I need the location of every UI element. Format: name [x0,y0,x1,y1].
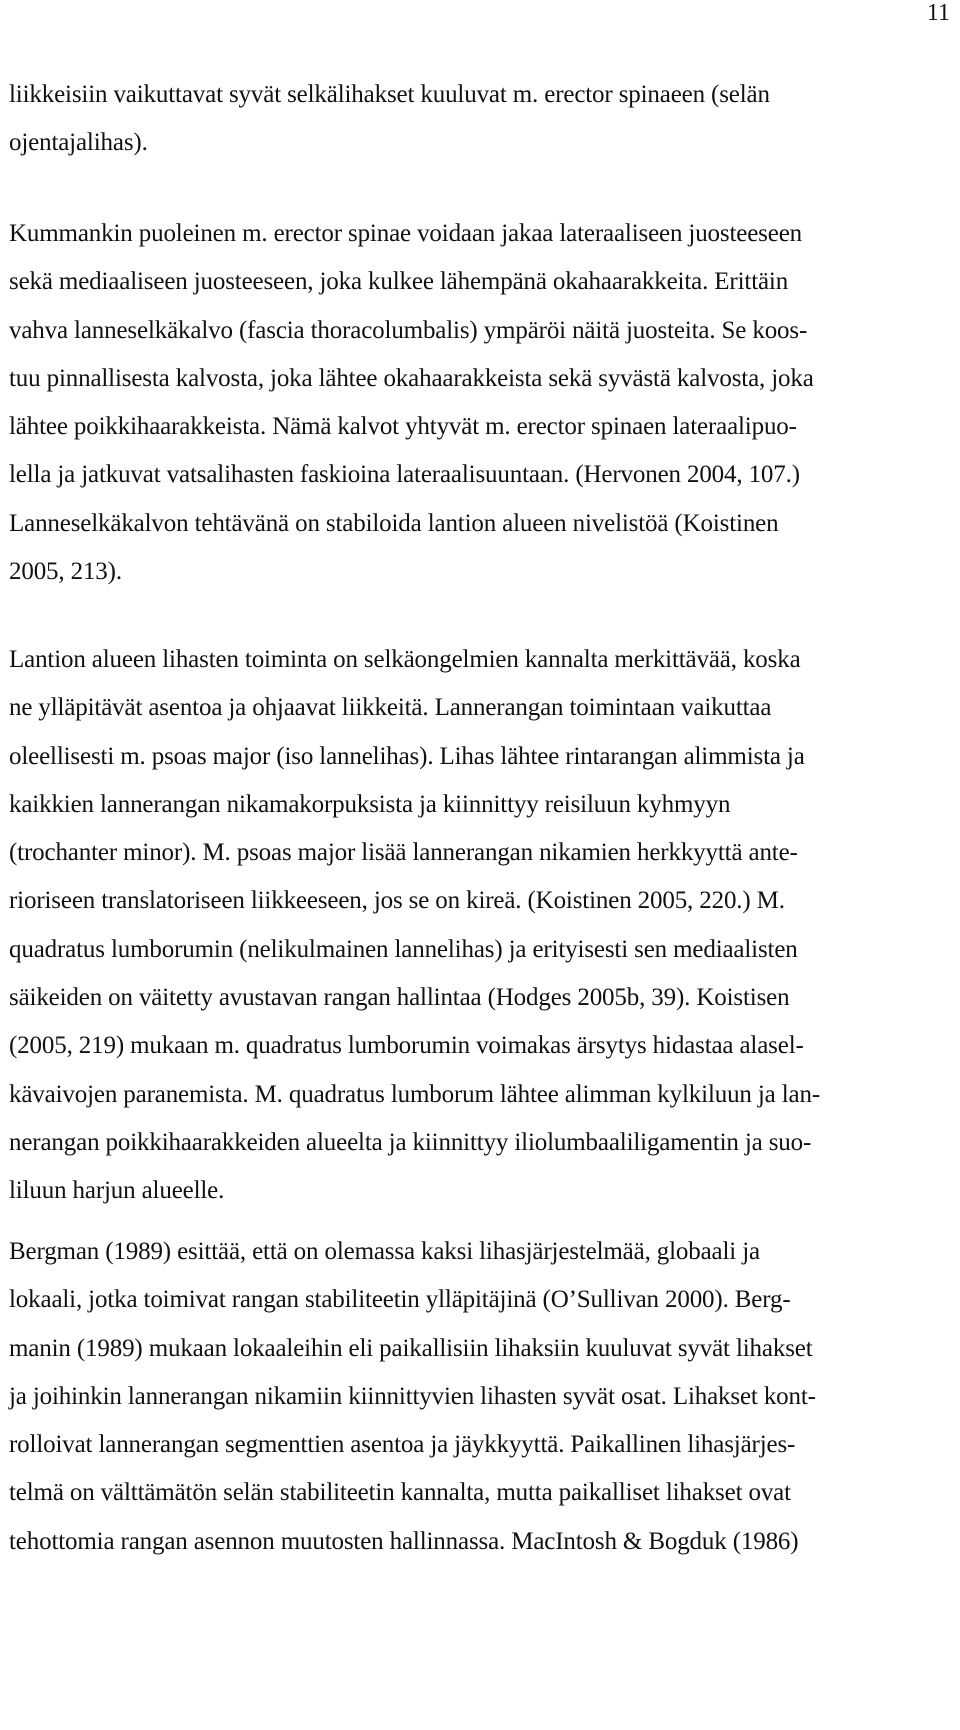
text-line: vahva lanneselkäkalvo (fascia thoracolumbalis) ympäröi näitä juosteita. Se koos- [9,316,808,344]
text-line: sekä mediaaliseen juosteeseen, joka kulkee lähempänä okahaarakkeita. Erittäin [9,268,789,296]
paragraph-pelvic-muscles [9,636,954,1216]
text-line: kävaivojen paranemista. M. quadratus lumborum lähtee alimman kylkiluun ja lan- [9,1080,820,1108]
text-line: Kummankin puoleinen m. erector spinae voidaan jakaa lateraaliseen juosteeseen [9,220,802,247]
text-line: rolloivat lannerangan segmenttien asentoa ja jäykkyyttä. Paikallinen lihasjärjes- [9,1431,796,1459]
paragraph-fascia-thoracolumbalis [9,210,954,596]
text-line: lokaali, jotka toimivat rangan stabiliteetin ylläpitäjinä (O’Sullivan 2000). Berg- [9,1286,791,1314]
text-line: ne ylläpitävät asentoa ja ohjaavat liikkeitä. Lannerangan toimintaan vaikuttaa [9,694,772,722]
text-line: telmä on välttämätön selän stabiliteetin kannalta, mutta paikalliset lihakset ovat [9,1479,791,1507]
text-line: säikeiden on väitetty avustavan rangan hallintaa (Hodges 2005b, 39). Koistisen [9,984,790,1012]
text-line: (trochanter minor). M. psoas major lisää lannerangan nikamien herkkyyttä ante- [9,839,798,867]
text-line: Bergman (1989) esittää, että on olemassa kaksi lihasjärjestelmää, globaali ja [9,1238,760,1265]
paragraph-erector-spinae-intro [9,71,954,168]
text-line: Lanneselkäkalvon tehtävänä on stabiloida lantion alueen nivelistöä (Koistinen [9,509,779,537]
text-line: ojentajalihas). [9,129,148,157]
text-line: manin (1989) mukaan lokaaleihin eli paikallisiin lihaksiin kuuluvat syvät lihakset [9,1334,813,1362]
page-number: 11 [926,0,950,26]
text-line: oleellisesti m. psoas major (iso lannelihas). Lihas lähtee rintarangan alimmista ja [9,742,805,770]
text-line: liikkeisiin vaikuttavat syvät selkälihakset kuuluvat m. erector spinaeen (selän [9,81,770,108]
text-line: kaikkien lannerangan nikamakorpuksista ja kiinnittyy reisiluun kyhmyyn [9,790,731,818]
text-line: (2005, 219) mukaan m. quadratus lumborumin voimakas ärsytys hidastaa alasel- [9,1032,804,1060]
text-line: 2005, 213). [9,558,122,586]
text-line: lella ja jatkuvat vatsalihasten faskioina lateraalisuuntaan. (Hervonen 2004, 107.) [9,461,800,489]
text-line: Lantion alueen lihasten toiminta on selkäongelmien kannalta merkittävää, koska [9,646,801,673]
text-line: nerangan poikkihaarakkeiden alueelta ja kiinnittyy iliolumbaaliligamentin ja suo- [9,1128,812,1156]
text-line: quadratus lumborumin (nelikulmainen lannelihas) ja erityisesti sen mediaalisten [9,935,798,963]
text-line: tehottomia rangan asennon muutosten hallinnassa. MacIntosh & Bogduk (1986) [9,1527,799,1555]
paragraph-muscle-systems [9,1228,954,1566]
text-line: liluun harjun alueelle. [9,1177,225,1205]
text-line: rioriseen translatoriseen liikkeeseen, jos se on kireä. (Koistinen 2005, 220.) M. [9,887,785,915]
text-line: ja joihinkin lannerangan nikamiin kiinnittyvien lihasten syvät osat. Lihakset kont- [9,1382,816,1410]
text-line: tuu pinnallisesta kalvosta, joka lähtee okahaarakkeista sekä syvästä kalvosta, joka [9,364,814,392]
text-line: lähtee poikkihaarakkeista. Nämä kalvot yhtyvät m. erector spinaen lateraalipuo- [9,413,797,441]
